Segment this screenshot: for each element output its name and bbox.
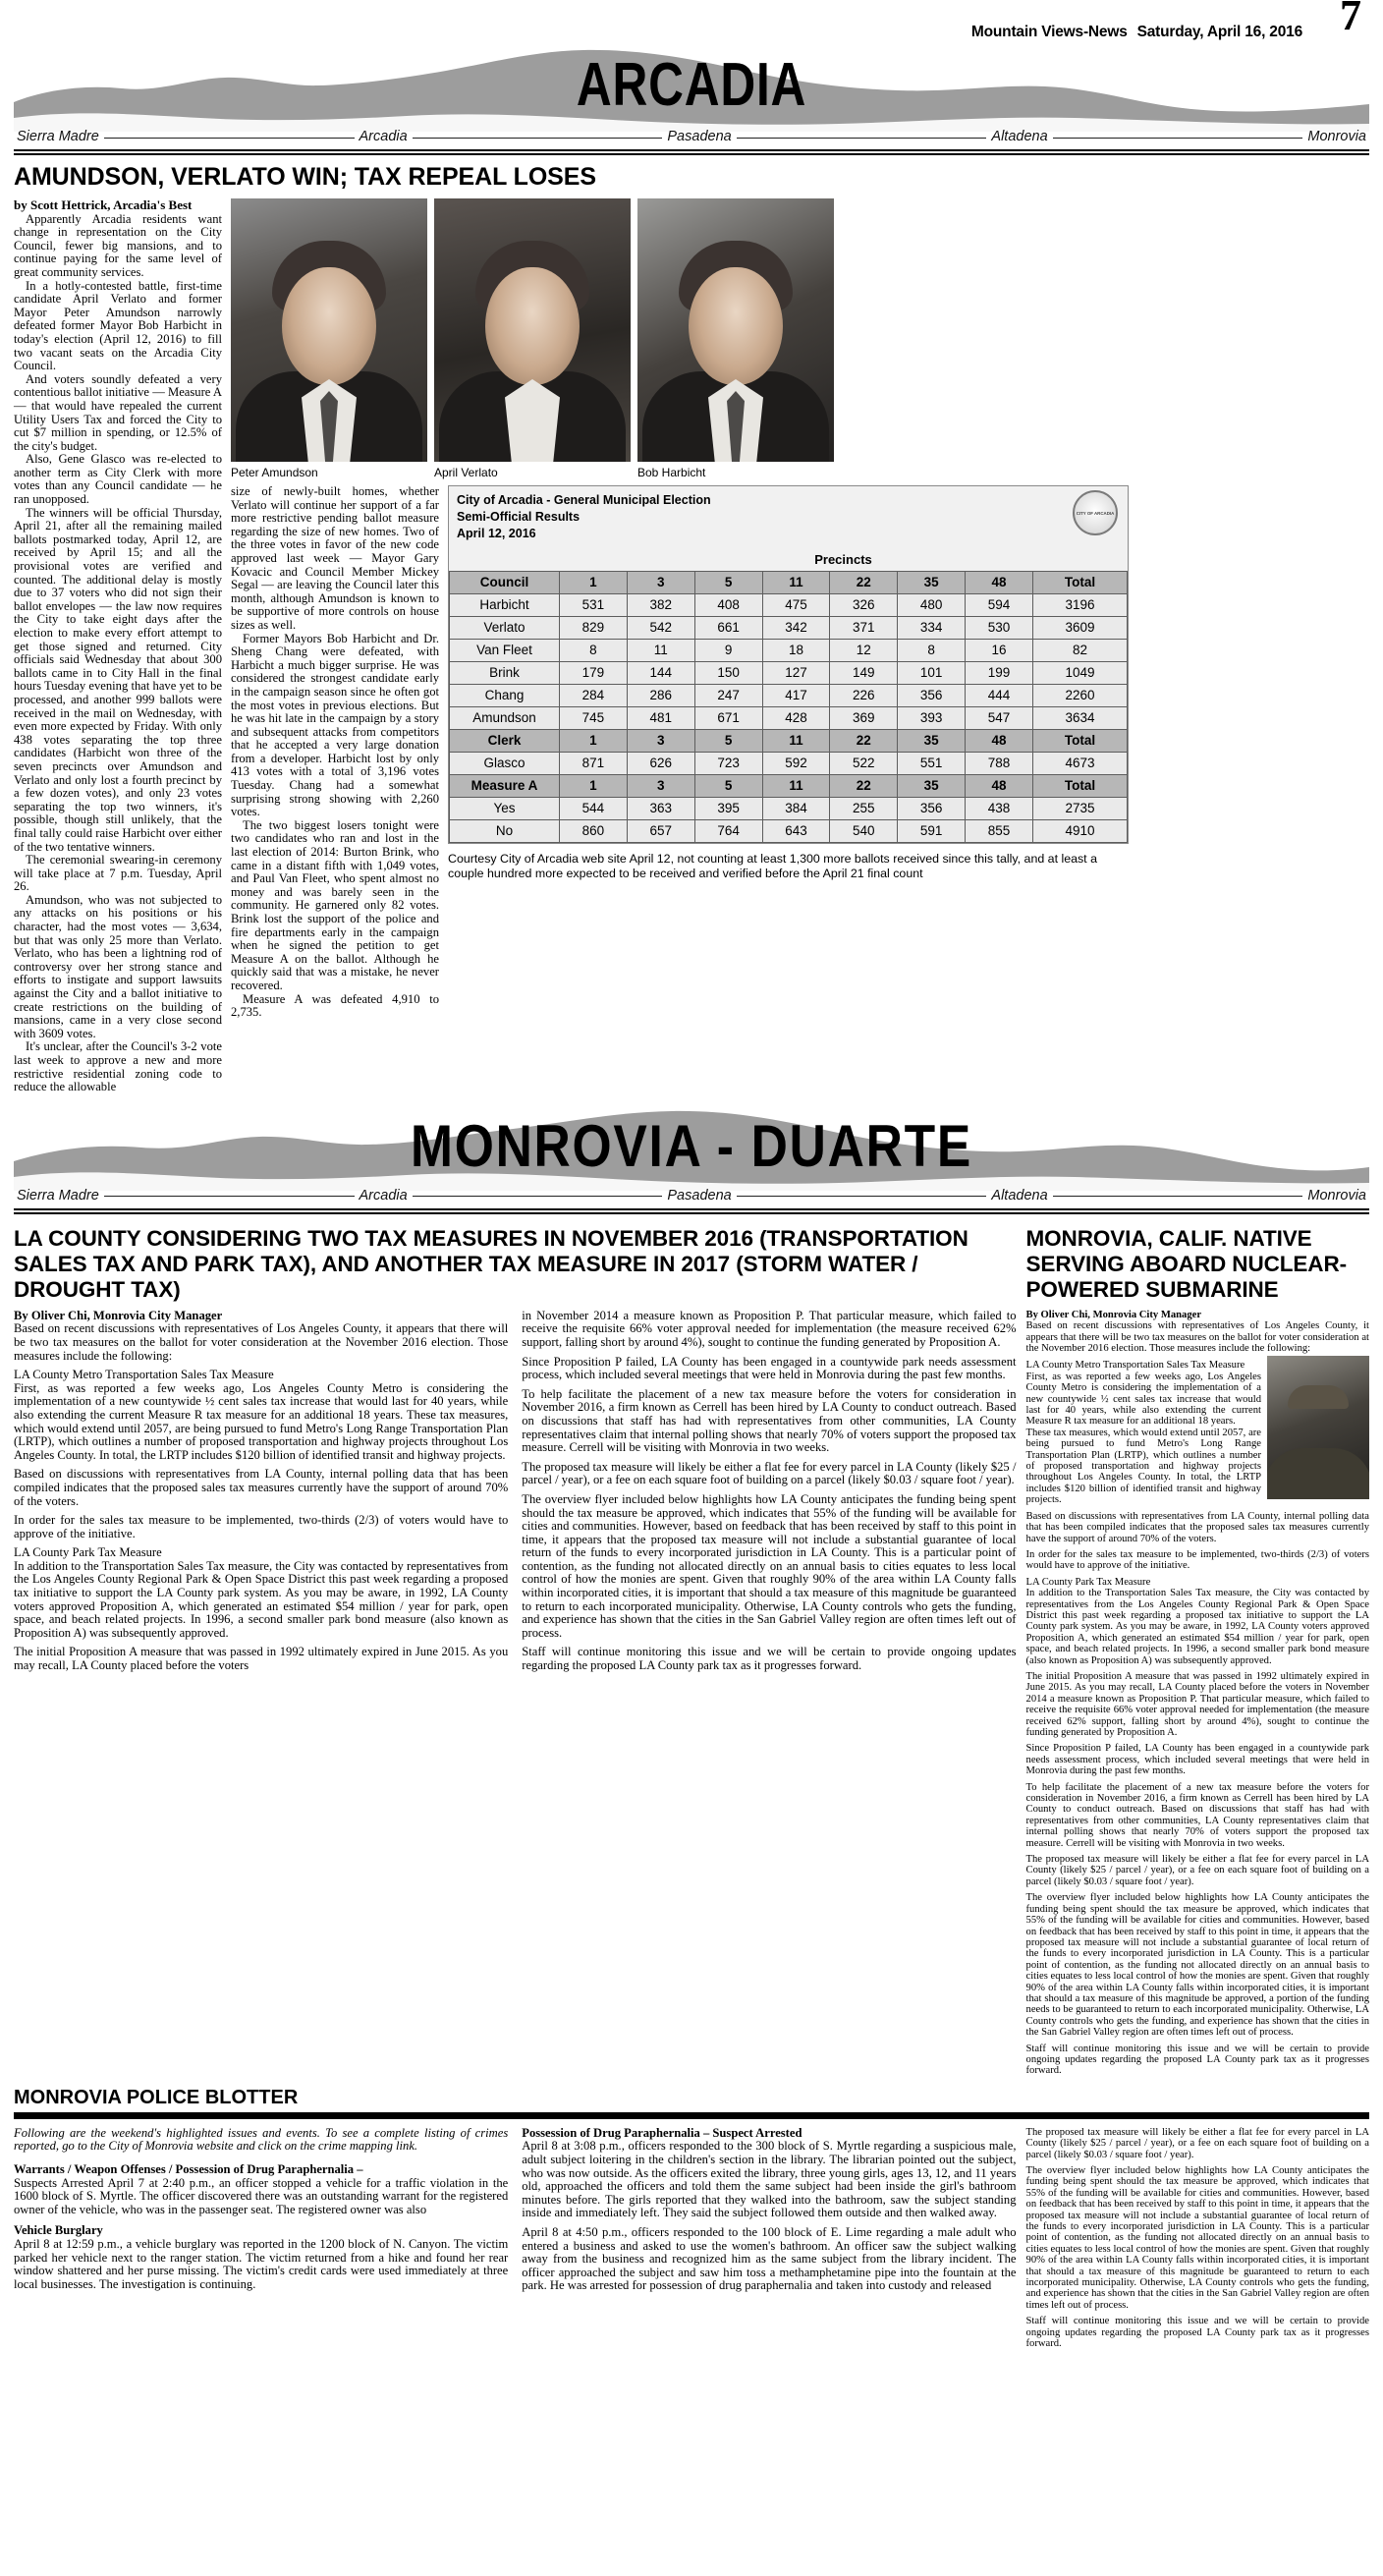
table-group-header — [450, 571, 1128, 593]
la-county-body — [14, 1310, 1017, 1673]
table-cell: 4910 — [1033, 819, 1128, 842]
table-row — [450, 593, 1128, 616]
city-arcadia: Arcadia — [359, 129, 408, 144]
column-header: Total — [1033, 729, 1128, 752]
city-sierra-madre: Sierra Madre — [17, 129, 99, 144]
table-cell: 369 — [830, 706, 898, 729]
column-header: 22 — [830, 729, 898, 752]
submarine-headline: MONROVIA, CALIF. NATIVE SERVING ABOARD NUCLEAR-POWERED SUBMARINE — [1025, 1225, 1347, 1302]
table-cell: 551 — [898, 752, 966, 774]
table-cell: 855 — [966, 819, 1033, 842]
paragraph: The initial Proposition A measure that was passed in 1992 ultimately expired in June 2015. As you may recall, LA County placed before the voters — [14, 1645, 509, 1673]
city-pasadena: Pasadena — [667, 1187, 732, 1204]
table-cell: 8 — [898, 639, 966, 661]
masthead-line — [971, 24, 1302, 41]
table-cell: 2260 — [1033, 684, 1128, 706]
table-cell: 860 — [560, 819, 628, 842]
group-header-label: Measure A — [450, 774, 560, 797]
paragraph: Based on recent discussions with representatives of Los Angeles County, it appears that there will be two tax measures on the ballot for voter consideration at the November 2016 election. Those measures include the following: — [1025, 1320, 1369, 1354]
rule-divider — [104, 1196, 355, 1197]
table-row — [450, 684, 1128, 706]
table-cell: 591 — [898, 819, 966, 842]
blotter-entry-body: April 8 at 4:50 p.m., officers responded to the 100 block of E. Lime regarding a male adult who entered a business and asked to use the women's bathroom. An officer saw the subject walking away from the business and recognized him as the same subject from the library incident. The officer approached the subject and saw him toss a methamphetamine pipe into the fountain at the park. He was arrested for possession of drug paraphernalia and taken into custody and released — [522, 2224, 1017, 2293]
city-sierra-madre: Sierra Madre — [17, 1187, 99, 1204]
table-cell: 356 — [898, 797, 966, 819]
table-cell: 255 — [830, 797, 898, 819]
group-header-label: Clerk — [450, 729, 560, 752]
paragraph: Staff will continue monitoring this issue and we will be certain to provide ongoing updates regarding the proposed LA County park tax as it progresses forward. — [1025, 2316, 1369, 2350]
row-label: Glasco — [450, 752, 560, 774]
table-row — [450, 616, 1128, 639]
blotter-intro: Following are the weekend's highlighted issues and events. To see a complete listing of crimes reported, go to the City of Monrovia website and click on the crime mapping link. — [14, 2125, 509, 2154]
blotter-entry-body: Suspects Arrested April 7 at 2:40 p.m., an officer stopped a vehicle for a traffic violation in the 1600 block of S. Myrtle. The officer discovered there was an outstanding warrant for the registered owner of the vehicle, who was in the passenger seat. The registered owner was also — [14, 2175, 509, 2216]
la-county-byline: By Oliver Chi, Monrovia City Manager — [14, 1308, 223, 1322]
city-pasadena: Pasadena — [667, 129, 732, 144]
table-cell: 444 — [966, 684, 1033, 706]
table-cell: 395 — [694, 797, 762, 819]
paragraph: The proposed tax measure will likely be either a flat fee for every parcel in LA County (likely $25 / parcel / year), or a fee on each square foot of building on a parcel (likely $0.03 / square foot / year). — [1025, 1854, 1369, 1887]
table-row — [450, 752, 1128, 774]
election-title-line-1: City of Arcadia - General Municipal Election — [457, 493, 711, 507]
city-altadena: Altadena — [991, 129, 1048, 144]
column-header: 11 — [762, 774, 830, 797]
column-header: 5 — [694, 571, 762, 593]
rule-divider — [104, 138, 355, 139]
table-cell: 11 — [627, 639, 694, 661]
blotter-thick-rule — [14, 2112, 1369, 2119]
blotter-entry-body: April 8 at 3:08 p.m., officers responded to the 300 block of S. Myrtle regarding a suspicious male, adult subject loitering in the children's section in the library. The librarian pointed out the subject, who was now outside. As the officers exited the library, three young girls, ages 13, 12, and 11 years old, approached the officers and told them the same subject had been inside the girl's bathroom minutes before. The girls reported that they walked into the bathroom, saw the subject standing inside and immediately left. They said the subject followed them outside and then walked away. — [522, 2139, 1017, 2220]
arcadia-col-2 — [231, 485, 439, 1020]
police-blotter-section — [14, 2087, 1369, 2350]
table-row — [450, 639, 1128, 661]
column-header: 35 — [898, 774, 966, 797]
table-cell: 179 — [560, 661, 628, 684]
table-cell: 547 — [966, 706, 1033, 729]
table-cell: 393 — [898, 706, 966, 729]
election-title-line-3: April 12, 2016 — [457, 527, 536, 540]
blotter-body — [14, 2127, 1017, 2296]
arcadia-byline: by Scott Hettrick, Arcadia's Best — [14, 197, 193, 212]
photo-caption: Peter Amundson — [231, 466, 318, 479]
column-header: 3 — [627, 774, 694, 797]
paragraph: The two biggest losers tonight were two candidates who ran and lost in the last election of 2014: Burton Brink, who came in a distant fifth with 1,049 votes, and Paul Van Fleet, who spent almost no money and was barely seen in the community. He garnered only 82 votes. Brink lost the support of the police and fire departments early in the campaign when he signed the petition to get Measure A on the ballot. Although he quickly said that was a mistake, he never recovered. — [231, 817, 439, 992]
column-header: 3 — [627, 571, 694, 593]
column-header: 3 — [627, 729, 694, 752]
table-cell: 384 — [762, 797, 830, 819]
police-blotter-headline: MONROVIA POLICE BLOTTER — [14, 2086, 299, 2108]
column-header: 48 — [966, 774, 1033, 797]
election-table-note: Courtesy City of Arcadia web site April 12, not counting at least 1,300 more ballots received since this tally, and at least a couple hundred more expected to be received and verified before the April 21 final count — [448, 851, 1097, 880]
photo-harbicht — [637, 198, 834, 479]
paragraph: In addition to the Transportation Sales Tax measure, the City was contacted by representatives from the Los Angeles County Regional Park & Open Space District this past week regarding a proposed tax initiative to support the LA County park system. As you may be aware, in 1992, LA County voters approved Proposition A, which generated an estimated $54 million / year for park, open space, and beach related projects. In 1996, a second smaller park bond measure (also known as Proposition A) was subsequently approved. — [14, 1558, 509, 1640]
table-cell: 334 — [898, 616, 966, 639]
election-title-line-2: Semi-Official Results — [457, 510, 581, 524]
paragraph: Since Proposition P failed, LA County has been engaged in a countywide park needs assessment process, which included several meetings that were held in Monrovia during the past few months. — [1025, 1743, 1369, 1777]
paragraph: Former Mayors Bob Harbicht and Dr. Sheng Chang were defeated, with Harbicht a much bigger surprise. He was considered the strongest candidate early in the campaign season since he often got the most votes in previous elections. But he was hit late in the campaign by a story and subsequent attacks from competitors that he accepted a very large donation from a developer. Harbicht lost by only 413 votes with a total of 3,196 votes Tuesday. Chang had a somewhat surprising strong showing with 2,260 votes. — [231, 631, 439, 819]
table-cell: 150 — [694, 661, 762, 684]
table-cell: 788 — [966, 752, 1033, 774]
header-double-rule — [14, 149, 1369, 155]
table-cell: 871 — [560, 752, 628, 774]
election-results-title — [449, 486, 1128, 546]
paragraph: Apparently Arcadia residents want change in representation on the City Council, fewer big mansions, and to continue paying for the same level of great community services. — [14, 211, 222, 279]
arcadia-banner-title: ARCADIA — [576, 51, 807, 119]
paragraph: The overview flyer included below highlights how LA County anticipates the funding being spent should the tax measure be approved, which indicates that 55% of the funding will be available for cities and communities. However, based on feedback that has been received by staff to this point in time, it appears that the proposed tax measure will not include a substantial guarantee of local return of the funds to every incorporated jurisdiction in LA County. This is a particular point of contention, as the funding not allocated directly on an annual basis to cities equates to less local control of how the monies are spent. Given that roughly 90% of the area within LA County falls within incorporated cities, it is important that should a tax measure of this magnitude be guaranteed to return to each incorporated municipality. Otherwise, LA County controls who gets the funding, and experience has shown that the cities in the San Gabriel Valley region are often times left out of process. — [522, 1491, 1017, 1640]
table-cell: 2735 — [1033, 797, 1128, 819]
table-cell: 417 — [762, 684, 830, 706]
paragraph: Since Proposition P failed, LA County has been engaged in a countywide park needs assessment process, which included several meetings that were held in Monrovia during the past few months. — [522, 1354, 1017, 1382]
monrovia-double-rule — [14, 1208, 1369, 1214]
rule-divider — [413, 138, 663, 139]
paragraph: First, as was reported a few weeks ago, Los Angeles County Metro is considering the implementation of a new countywide ½ cent sales tax increase that would last for 40 years, while also extending the current Measure R tax measure for an additional 18 years. These tax measures, which would extend until 2057, are being pursued to fund Metro's Long Range Transportation Plan (LRTP), which outlines a number of proposed transportation and highway projects throughout Los Angeles County. In total, the LRTP includes $120 billion of identified transit and highway projects. — [14, 1380, 509, 1462]
paragraph: Amundson, who was not subjected to any attacks on his positions or his character, had the most votes — 3,634, but that was only 25 more than Verlato. Verlato, who has been a lightning rod of controversy over her strong stance and efforts to instigate and support lawsuits against the City and a ballot initiative to create restrictions on the building of mansions, came in a very close second with 3609 votes. — [14, 892, 222, 1040]
paragraph: Measure A was defeated 4,910 to 2,735. — [231, 991, 439, 1020]
paragraph: In order for the sales tax measure to be implemented, two-thirds (2/3) of voters would have to approve of the initiative. — [1025, 1548, 1369, 1572]
photo-image — [434, 198, 631, 462]
table-cell: 3609 — [1033, 616, 1128, 639]
table-cell: 356 — [898, 684, 966, 706]
city-seal-icon: CITY OF ARCADIA — [1073, 490, 1118, 535]
table-cell: 544 — [560, 797, 628, 819]
table-cell: 671 — [694, 706, 762, 729]
table-cell: 199 — [966, 661, 1033, 684]
paragraph: The overview flyer included below highlights how LA County anticipates the funding being spent should the tax measure be approved, which indicates that 55% of the funding will be available for cities and communities. However, based on feedback that has been received by staff to this point in time, it appears that the proposed tax measure will not include a substantial guarantee of local return of the funds to every incorporated jurisdiction in LA County. This is a particular point of contention, as the funding not allocated directly on an annual basis to cities equates to less local control of how the monies are spent. Given that roughly 90% of the area within LA County falls within incorporated cities, it is important that should a tax measure of this magnitude be approved, a portion of the funding needs to be guaranteed to return to each incorporated municipality. Otherwise, LA County controls who gets the funding, and experience has shown that the cities in the San Gabriel Valley region are often times left out of process. — [1025, 1892, 1369, 2039]
table-cell: 3634 — [1033, 706, 1128, 729]
paragraph: The proposed tax measure will likely be either a flat fee for every parcel in LA County (likely $25 / parcel / year), or a fee on each square foot of building on a parcel (likely $0.03 / square foot / year). — [522, 1459, 1017, 1487]
column-header: 1 — [560, 571, 628, 593]
column-header: 11 — [762, 729, 830, 752]
subhead: LA County Park Tax Measure — [1025, 1576, 1151, 1588]
blotter-entry-body: April 8 at 12:59 p.m., a vehicle burglary was reported in the 1200 block of N. Canyon. The victim parked her vehicle next to the ranger station. The victim returned from a hike and found her rear window shattered and her purse missing. The victim's credit cards were used immediately at three local businesses. The investigation is continuing. — [14, 2236, 509, 2291]
city-monrovia: Monrovia — [1307, 129, 1366, 144]
paragraph: Based on discussions with representatives from LA County, internal polling data that has been compiled indicates that the proposed sales tax measures currently have the support of around 70% of the voters. — [1025, 1510, 1369, 1544]
precincts-label-row — [450, 546, 1128, 571]
paragraph: The overview flyer included below highlights how LA County anticipates the funding being spent should the tax measure be approved, which indicates that 55% of the funding will be available for cities and communities. However, based on feedback that has been received by staff to this point in time, it appears that the proposed tax measure will not include a substantial guarantee of local return of the funds to every incorporated jurisdiction in LA County. This is a particular point of contention, as the funding not allocated directly on an annual basis to cities equates to less local control of how the monies are spent. Given that roughly 90% of the area within LA County falls within incorporated cities, it is important that should a tax measure of this magnitude be guaranteed to return to each incorporated municipality. Otherwise, LA County controls who gets the funding, and experience has shown that the cities in the San Gabriel Valley region are often times left out of process. — [1025, 2165, 1369, 2311]
arcadia-article-columns — [14, 198, 1369, 1094]
paragraph: size of newly-built homes, whether Verlato will continue her support of a far more restrictive pending ballot measure regarding the size of new homes. Two of the three votes in favor of the new code approved last week — Mayor Gary Kovacic and Council Member Mickey Segal — are leaving the Council later this month, although Amundson is known to be supportive of more controls on house sizes as well. — [231, 484, 439, 632]
rule-divider — [1053, 1196, 1303, 1197]
table-cell: 475 — [762, 593, 830, 616]
page-number: 7 — [1340, 0, 1361, 39]
photo-caption: Bob Harbicht — [637, 466, 706, 479]
table-cell: 428 — [762, 706, 830, 729]
arcadia-banner — [14, 45, 1369, 132]
column-header: 22 — [830, 571, 898, 593]
paragraph: The winners will be official Thursday, April 21, after all the remaining mailed ballots postmarked today, April 12, are received by April 15; and all the provisional votes are verified and counted. The additional delay is mostly due to 37 voters who did not sign their ballot envelopes — the law now requires the City to take eight days after the election to make every effort attempt to get those signed and returned. City officials said Wednesday that about 300 ballots came in to City Hall in the final hours Tuesday evening that have yet to be processed, and another 999 ballots were received in the mail on Wednesday, with even more expected by Friday. With only 438 votes separating the top three candidates (Harbicht won three of the seven precincts over Amundson and Verlato and only lost a fourth precinct by a few dozen votes), and only 23 votes separating the top two winners, it's possible, though still unlikely, that the final tally could raise Harbicht over either of the two tentative winners. — [14, 505, 222, 854]
table-cell: 542 — [627, 616, 694, 639]
table-cell: 643 — [762, 819, 830, 842]
photo-image — [231, 198, 427, 462]
table-cell: 540 — [830, 819, 898, 842]
group-header-label: Council — [450, 571, 560, 593]
table-cell: 12 — [830, 639, 898, 661]
blotter-entry-title: Vehicle Burglary — [14, 2223, 103, 2238]
blotter-right-continuation — [1026, 2127, 1369, 2350]
photo-verlato — [434, 198, 631, 479]
table-cell: 481 — [627, 706, 694, 729]
table-row — [450, 819, 1128, 842]
table-cell: 101 — [898, 661, 966, 684]
precincts-label: Precincts — [560, 546, 1128, 571]
column-header: 1 — [560, 729, 628, 752]
la-county-column — [14, 1218, 1017, 2077]
row-label: Van Fleet — [450, 639, 560, 661]
table-cell: 626 — [627, 752, 694, 774]
table-cell: 144 — [627, 661, 694, 684]
paragraph: In addition to the Transportation Sales Tax measure, the City was contacted by representatives from the Los Angeles County Regional Park & Open Space District this past week regarding a proposed tax initiative to support the LA County park system. As you may be aware, in 1992, LA County voters approved Proposition A, which generated an estimated $54 million / year for park, open space, and beach related projects. In 1996, a second smaller park bond measure (also known as Proposition A) was subsequently approved. — [1025, 1588, 1369, 1666]
blotter-entry-title: Warrants / Weapon Offenses / Possession of Drug Paraphernalia – — [14, 2161, 363, 2176]
row-label: Brink — [450, 661, 560, 684]
table-cell: 9 — [694, 639, 762, 661]
column-header: 5 — [694, 774, 762, 797]
table-cell: 764 — [694, 819, 762, 842]
paragraph: And voters soundly defeated a very contentious ballot initiative — Measure A — that would have repealed the current Utility Users Tax and forced the City to cut $7 million in spending, or 12.5% of the city's budget. — [14, 371, 222, 453]
table-row — [450, 706, 1128, 729]
table-cell: 382 — [627, 593, 694, 616]
row-label: Amundson — [450, 706, 560, 729]
column-header: 22 — [830, 774, 898, 797]
table-cell: 531 — [560, 593, 628, 616]
table-cell: 723 — [694, 752, 762, 774]
table-group-header — [450, 774, 1128, 797]
table-cell: 284 — [560, 684, 628, 706]
table-cell: 530 — [966, 616, 1033, 639]
monrovia-banner — [14, 1106, 1369, 1191]
table-cell: 149 — [830, 661, 898, 684]
publication-name: Mountain Views-News — [970, 24, 1128, 40]
row-label: Harbicht — [450, 593, 560, 616]
rule-divider — [737, 138, 987, 139]
paragraph: The ceremonial swearing-in ceremony will take place at 7 p.m. Tuesday, April 26. — [14, 853, 222, 894]
election-results-box — [448, 485, 1129, 844]
paragraph: Also, Gene Glasco was re-elected to another term as City Clerk with more votes than any Council candidate — he ran unopposed. — [14, 452, 222, 507]
arcadia-headline: AMUNDSON, VERLATO WIN; TAX REPEAL LOSES — [14, 163, 596, 191]
rule-divider — [413, 1196, 663, 1197]
row-label: Yes — [450, 797, 560, 819]
table-cell: 8 — [560, 639, 628, 661]
arcadia-city-rule — [14, 126, 1369, 147]
blotter-entry-title: Possession of Drug Paraphernalia – Suspect Arrested — [522, 2125, 802, 2140]
blotter-columns — [14, 2127, 1369, 2350]
lower-section — [14, 1218, 1369, 2077]
table-cell: 592 — [762, 752, 830, 774]
table-cell: 4673 — [1033, 752, 1128, 774]
paragraph: To help facilitate the placement of a new tax measure before the voters for consideration in November 2016, a firm known as Cerrell has been hired by LA County to conduct outreach. Based on discussions that staff has had with representatives from other communities, LA County representatives claim that internal polling shows that nearly 70% of voters support the proposed tax measure. Cerrell will be visiting with Monrovia in two weeks. — [522, 1386, 1017, 1455]
table-cell: 3196 — [1033, 593, 1128, 616]
city-arcadia: Arcadia — [359, 1187, 408, 1204]
paragraph: It's unclear, after the Council's 3-2 vote last week to approve a new and more restrictive residential zoning code to reduce the allowable — [14, 1039, 222, 1094]
row-label: No — [450, 819, 560, 842]
column-header: 1 — [560, 774, 628, 797]
subhead: LA County Metro Transportation Sales Tax Measure — [14, 1368, 274, 1382]
rule-divider — [1053, 138, 1303, 139]
column-header: 11 — [762, 571, 830, 593]
table-cell: 127 — [762, 661, 830, 684]
table-cell: 226 — [830, 684, 898, 706]
city-monrovia: Monrovia — [1307, 1187, 1366, 1204]
paragraph: in November 2014 a measure known as Proposition P. That particular measure, which failed to receive the requisite 66% voter approval needed for implementation (the measure received 62% support, falling short by around 4%), sought to continue the funding generated by Proposition A. — [522, 1308, 1017, 1349]
row-label: Verlato — [450, 616, 560, 639]
sailor-photo — [1267, 1356, 1369, 1499]
paragraph: In a hotly-contested battle, first-time candidate April Verlato and former Mayor Peter Amundson narrowly defeated former Mayor Bob Harbicht in today's election (April 12, 2016) to fill two vacant seats on the Arcadia City Council. — [14, 278, 222, 373]
election-results-table — [449, 546, 1128, 843]
table-cell: 594 — [966, 593, 1033, 616]
monrovia-banner-title: MONROVIA - DUARTE — [411, 1112, 972, 1179]
table-cell: 408 — [694, 593, 762, 616]
table-cell: 82 — [1033, 639, 1128, 661]
table-cell: 286 — [627, 684, 694, 706]
la-county-headline: LA COUNTY CONSIDERING TWO TAX MEASURES IN NOVEMBER 2016 (TRANSPORTATION SALES TAX AND PARK TAX), AND ANOTHER TAX MEASURE IN 2017 (STORM WATER / DROUGHT TAX) — [14, 1225, 968, 1302]
table-cell: 342 — [762, 616, 830, 639]
page-topbar — [14, 0, 1369, 39]
arcadia-lower-row — [231, 485, 1356, 1020]
arcadia-col-1 — [14, 198, 222, 1094]
paragraph: The proposed tax measure will likely be either a flat fee for every parcel in LA County (likely $25 / parcel / year), or a fee on each square foot of building on a parcel (likely $0.03 / square foot / year). — [1025, 2126, 1369, 2160]
candidate-photo-row — [231, 198, 1356, 479]
photo-caption: April Verlato — [434, 466, 498, 479]
paragraph: The initial Proposition A measure that was passed in 1992 ultimately expired in June 2015. As you may recall, LA County placed before the voters in November 2014 a measure known as Proposition P. That particular measure, which failed to receive the requisite 66% voter approval needed for implementation (the measure received 62% support, falling short by around 4%), sought to continue the funding generated by Proposition A. — [1025, 1670, 1369, 1738]
table-cell: 371 — [830, 616, 898, 639]
table-row — [450, 797, 1128, 819]
submarine-byline: By Oliver Chi, Monrovia City Manager — [1025, 1309, 1202, 1320]
issue-date: Saturday, April 16, 2016 — [1136, 24, 1302, 40]
election-results-panel — [448, 485, 1129, 1020]
column-header: Total — [1033, 774, 1128, 797]
arcadia-col-2-wrap — [231, 198, 1356, 1094]
row-label: Chang — [450, 684, 560, 706]
table-cell: 480 — [898, 593, 966, 616]
table-cell: 745 — [560, 706, 628, 729]
table-row — [450, 661, 1128, 684]
table-cell: 247 — [694, 684, 762, 706]
column-header: 48 — [966, 571, 1033, 593]
paragraph: First, as was reported a few weeks ago, Los Angeles County Metro is considering the implementation of a new countywide ½ cent sales tax increase that would last for 40 years, while also extending the current Measure R tax measure for an additional 18 years. — [1025, 1371, 1261, 1428]
table-cell: 1049 — [1033, 661, 1128, 684]
table-cell: 326 — [830, 593, 898, 616]
paragraph: Staff will continue monitoring this issue and we will be certain to provide ongoing updates regarding the proposed LA County park tax as it progresses forward. — [1025, 2043, 1369, 2077]
table-cell: 438 — [966, 797, 1033, 819]
subhead: LA County Metro Transportation Sales Tax Measure — [1025, 1360, 1245, 1372]
table-cell: 18 — [762, 639, 830, 661]
photo-amundson — [231, 198, 427, 479]
photo-image — [637, 198, 834, 462]
column-header: 35 — [898, 729, 966, 752]
table-cell: 522 — [830, 752, 898, 774]
paragraph: Staff will continue monitoring this issue and we will be certain to provide ongoing updates regarding the proposed LA County park tax as it progresses forward. — [522, 1645, 1017, 1673]
paragraph: To help facilitate the placement of a new tax measure before the voters for consideration in November 2016, a firm known as Cerrell has been hired by LA County to conduct outreach. Based on discussions that staff has had with representatives from other communities, LA County representatives claim that internal polling shows that nearly 70% of voters support the proposed tax measure. Cerrell will be visiting with Monrovia in two weeks. — [1025, 1781, 1369, 1849]
monrovia-city-rule — [14, 1185, 1369, 1206]
city-altadena: Altadena — [991, 1187, 1048, 1204]
column-header: 48 — [966, 729, 1033, 752]
paragraph: Based on discussions with representatives from LA County, internal polling data that has been compiled indicates that the proposed sales tax measures currently have the support of around 70% of the voters. — [14, 1467, 509, 1508]
table-cell: 661 — [694, 616, 762, 639]
table-cell: 16 — [966, 639, 1033, 661]
column-header: 35 — [898, 571, 966, 593]
subhead: LA County Park Tax Measure — [14, 1545, 162, 1560]
column-header: 5 — [694, 729, 762, 752]
submarine-column — [1026, 1218, 1369, 2077]
spacer-cell — [450, 546, 560, 571]
paragraph: Based on recent discussions with representatives of Los Angeles County, it appears that there will be two tax measures on the ballot for voter consideration at the November 2016 election. Those measures include the following: — [14, 1321, 509, 1363]
submarine-body — [1026, 1310, 1369, 2077]
blotter-left — [14, 2127, 1017, 2350]
column-header: Total — [1033, 571, 1128, 593]
rule-divider — [737, 1196, 987, 1197]
table-cell: 363 — [627, 797, 694, 819]
paragraph: These tax measures, which would extend until 2057, are being pursued to fund Metro's Long Range Transportation Plan (LRTP), which outlines a number of proposed transportation and highway projects throughout Los Angeles County. In total, the LRTP includes $120 billion of identified transit and highway projects. — [1025, 1427, 1261, 1506]
table-cell: 657 — [627, 819, 694, 842]
table-cell: 829 — [560, 616, 628, 639]
paragraph: In order for the sales tax measure to be implemented, two-thirds (2/3) of voters would have to approve of the initiative. — [14, 1513, 509, 1540]
table-group-header — [450, 729, 1128, 752]
